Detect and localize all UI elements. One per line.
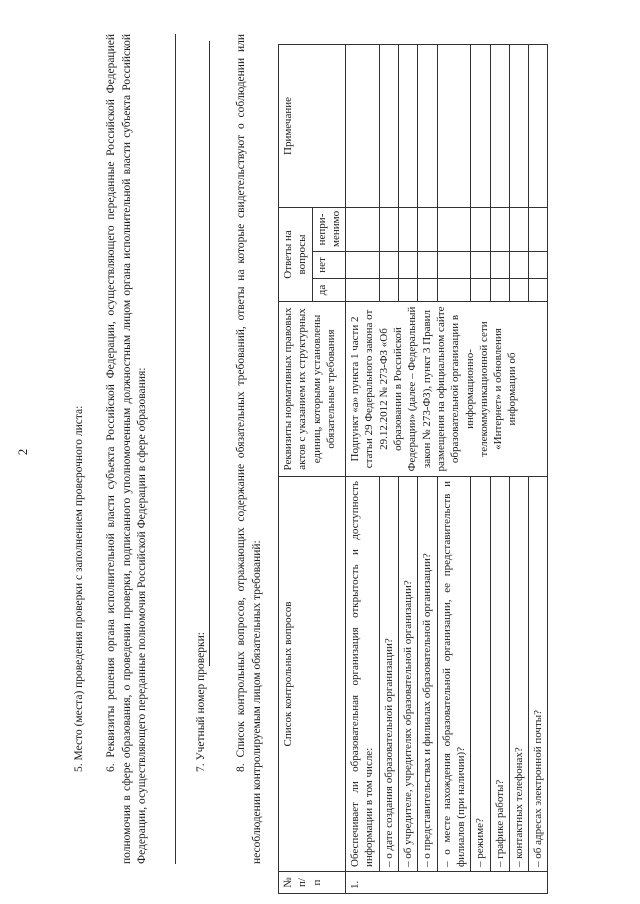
answer-no-cell[interactable]	[490, 252, 509, 279]
answer-na-cell[interactable]	[399, 207, 418, 251]
answer-no-cell[interactable]	[509, 252, 528, 279]
answer-na-cell[interactable]	[490, 207, 509, 251]
note-cell[interactable]	[418, 45, 437, 208]
note-cell[interactable]	[379, 45, 398, 208]
answer-no-cell[interactable]	[346, 252, 380, 279]
requisites-cell: Подпункт «а» пункта 1 части 2 статьи 29 Федерального закона от 29.12.2012 № 273-ФЗ «Об образовании в Российской Федерации» (далее – Федеральный закон № 273-ФЗ), пункт 3 Правил размещения на официальном сайте образовательной организации в информационно-телекоммуникационной сети «Интернет» и обновления информации об	[346, 302, 548, 477]
note-cell[interactable]	[529, 45, 548, 208]
answer-yes-cell[interactable]	[437, 279, 471, 302]
answer-yes-cell[interactable]	[471, 279, 490, 302]
header-note: Примечание	[279, 45, 346, 208]
header-answer-yes: да	[312, 279, 346, 302]
answer-na-cell[interactable]	[529, 207, 548, 251]
answer-na-cell[interactable]	[471, 207, 490, 251]
question-cell: – режиме?	[471, 477, 490, 872]
answer-yes-cell[interactable]	[346, 279, 380, 302]
note-cell[interactable]	[471, 45, 490, 208]
answer-na-cell[interactable]	[437, 207, 471, 251]
question-cell: Обеспечивает ли образовательная организация открытость и доступность информации в том числе:	[346, 477, 380, 872]
page-number: 2	[15, 448, 30, 456]
answer-no-cell[interactable]	[437, 252, 471, 279]
answer-yes-cell[interactable]	[399, 279, 418, 302]
note-cell[interactable]	[346, 45, 380, 208]
answer-no-cell[interactable]	[418, 252, 437, 279]
header-answers: Ответы на вопросы	[279, 207, 313, 301]
answer-na-cell[interactable]	[379, 207, 398, 251]
fill-line-item-6	[175, 34, 176, 864]
answer-na-cell[interactable]	[346, 207, 380, 251]
header-number: № п/п	[279, 872, 346, 894]
item-5-inspection-place: 5. Место (места) проведения проверки с заполнением проверочного листа:	[73, 405, 85, 772]
header-answer-no: нет	[312, 252, 346, 279]
question-cell: – о представительствах и филиалах образовательной организации?	[418, 477, 437, 872]
table-row	[346, 45, 380, 894]
answer-yes-cell[interactable]	[379, 279, 398, 302]
item-8-questions-intro: 8. Список контрольных вопросов, отражающих содержание обязательных требований, ответы на которые свидетельствуют о соблюдении или несоблюдении контролируемым лицом обязательных требований:	[235, 34, 263, 864]
answer-na-cell[interactable]	[509, 207, 528, 251]
answer-no-cell[interactable]	[471, 252, 490, 279]
table-header-row	[279, 45, 313, 894]
note-cell[interactable]	[437, 45, 471, 208]
question-cell: – контактных телефонах?	[509, 477, 528, 872]
note-cell[interactable]	[490, 45, 509, 208]
answer-yes-cell[interactable]	[490, 279, 509, 302]
question-cell: – об адресах электронной почты?	[529, 477, 548, 872]
item-7-inspection-number: 7. Учетный номер проверки:	[195, 632, 207, 772]
answer-yes-cell[interactable]	[418, 279, 437, 302]
fill-line-item-7	[209, 41, 210, 666]
answer-yes-cell[interactable]	[509, 279, 528, 302]
answer-yes-cell[interactable]	[529, 279, 548, 302]
header-questions: Список контрольных вопросов	[279, 477, 346, 872]
header-requisites: Реквизиты нормативных правовых актов с указанием их структурных единиц, которыми установлены обязательные требования	[279, 302, 346, 477]
question-cell: – о месте нахождения образовательной организации, ее представительств и филиалов (при наличии)?	[437, 477, 471, 872]
question-cell: – графике работы?	[490, 477, 509, 872]
answer-na-cell[interactable]	[418, 207, 437, 251]
row-number: 1.	[346, 872, 548, 894]
question-cell: – о дате создания образовательной организации?	[379, 477, 398, 872]
answer-no-cell[interactable]	[399, 252, 418, 279]
answer-no-cell[interactable]	[529, 252, 548, 279]
note-cell[interactable]	[509, 45, 528, 208]
note-cell[interactable]	[399, 45, 418, 208]
item-6-decision-requisites: 6. Реквизиты решения органа исполнительной власти субъекта Российской Федерации, осуществляющего переданные Российской Федерацией полномочия в сфере образования, о проведении проверки, подписанного уполномоченным должностным лицом органа исполнительной власти субъекта Российской Федерации, осуществляющего переданные полномочия Российской Федерации в сфере образования:	[105, 34, 149, 864]
checklist-table	[278, 44, 548, 894]
header-answer-na: непри-менимо	[312, 207, 346, 251]
answer-no-cell[interactable]	[379, 252, 398, 279]
question-cell: – об учредителе, учредителях образовательной организации?	[399, 477, 418, 872]
